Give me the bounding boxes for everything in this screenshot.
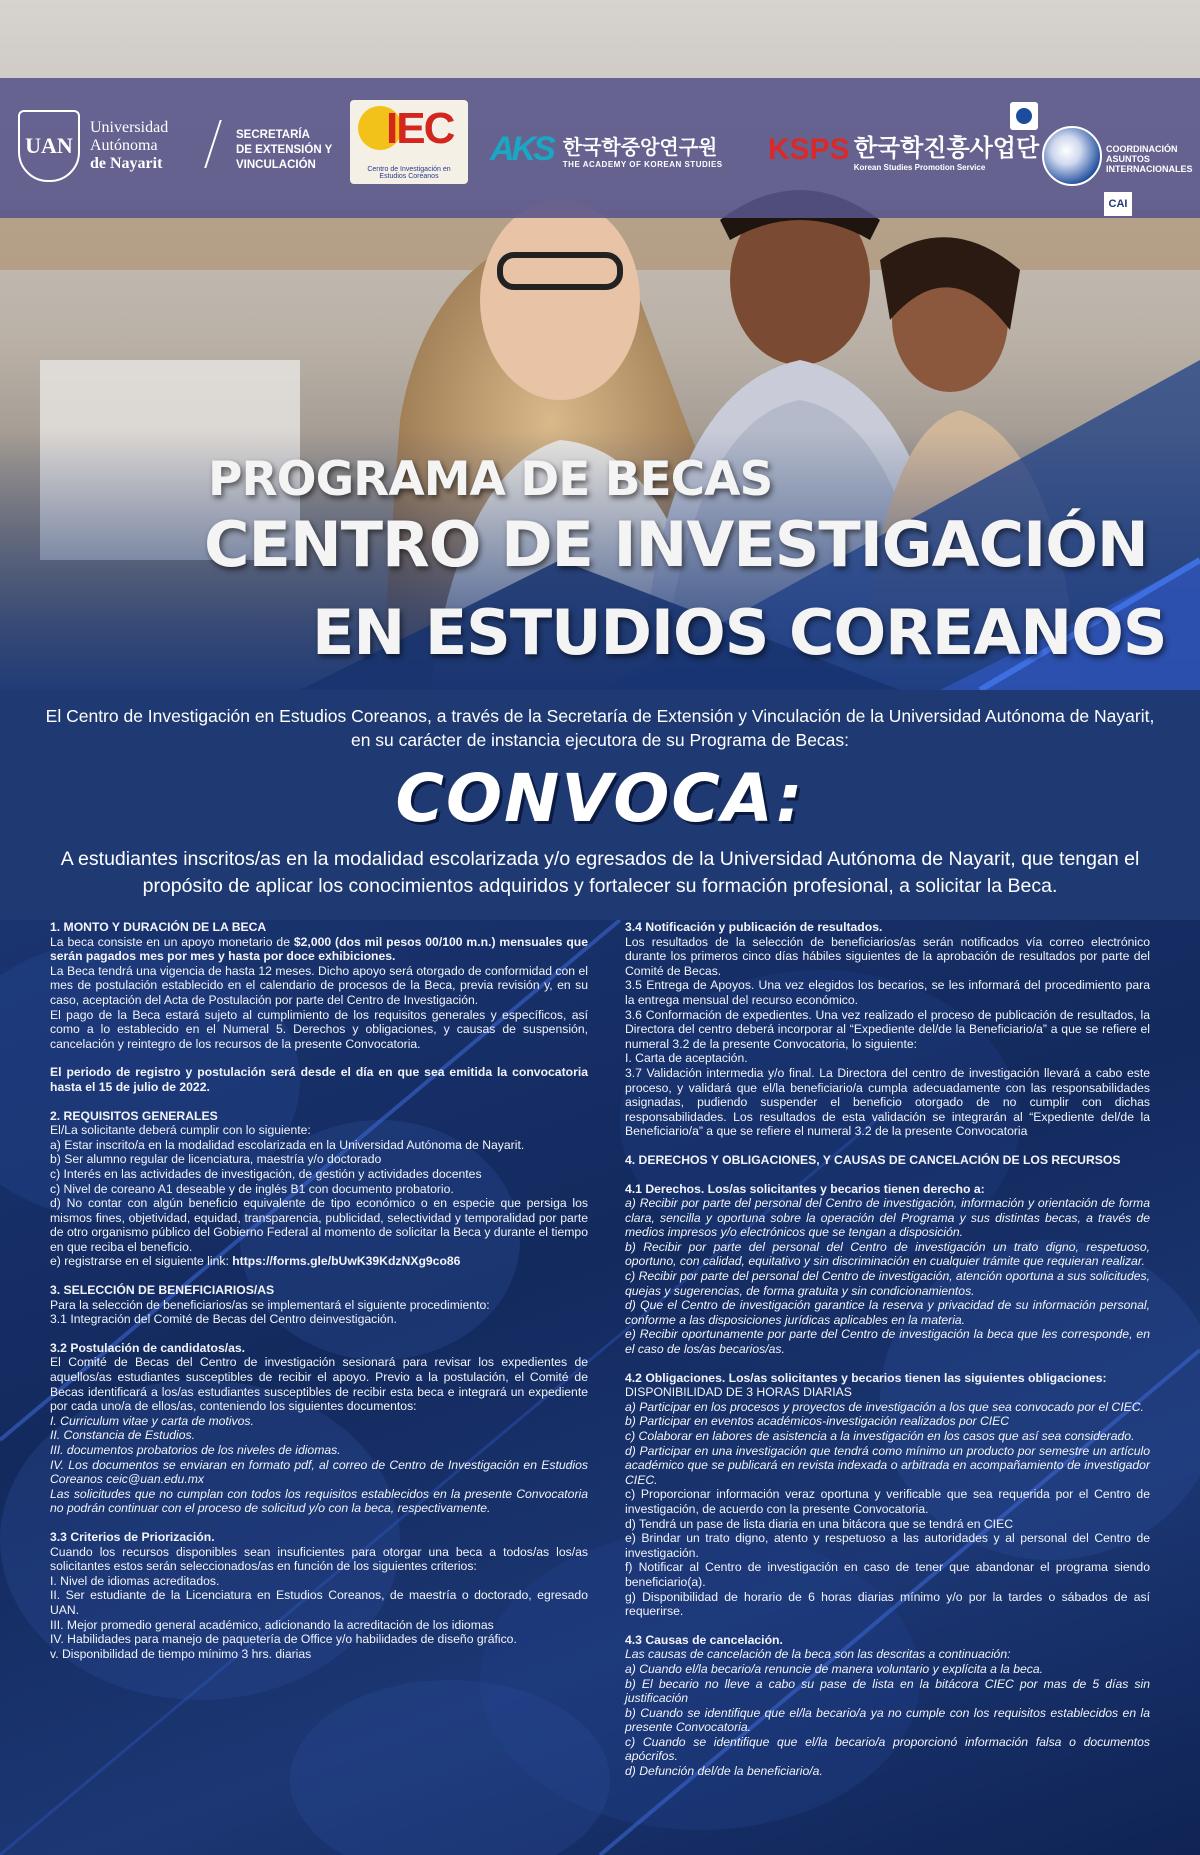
list-item: I. Carta de aceptación.	[625, 1051, 748, 1066]
paragraph: Cuando los recursos disponibles sean insuficientes para otorgar una beca a todos/as los/as solicitantes estos serán seleccionados/as en función de los siguientes criterios:	[50, 1544, 588, 1574]
ksps-mark-icon: KSPS	[768, 133, 850, 166]
list-item: Las solicitudes que no cumplan con todos los requisitos establecidos en la presente Convocatoria no podrán continuar con el proceso de solicitud y/o con la beca, respectivamente.	[50, 1486, 588, 1516]
target-audience-text: A estudiantes inscritos/as en la modalidad escolarizada y/o egresados de la Universidad Autónoma de Nayarit, que tengan el propósito de aplicar los conocimientos adquiridos y fortalecer su formación profesional, a solicitar la Beca.	[60, 848, 1140, 897]
paragraph: El Comité de Becas del Centro de investigación sesionará para revisar los expedientes de aquellos/as estudiantes susceptibles de recibir el apoyo. Previo a la postulación, el Comité de Becas identificará a los/as estudiantes susceptibles de recibir esta beca e integrará un expediente por cada uno/a de ellos/as, conteniendo los siguientes documentos:	[50, 1355, 588, 1414]
list-item: c) Colaborar en labores de asistencia a la investigación en los casos que así sea considerado.	[625, 1429, 1135, 1443]
list-item: I. Curriculum vitae y carta de motivos.	[50, 1413, 254, 1428]
uan-name-line: de Nayarit	[90, 155, 163, 172]
paragraph: La Beca tendrá una vigencia de hasta 12 meses. Dicho apoyo será otorgado de conformidad con el mes de postulación establecido en el calendario de procesos de la Beca, previa revisión y, en su caso, aceptación del Acta de Postulación por parte del Centro de Investigación.	[50, 963, 588, 1007]
secretaria-line: VINCULACIÓN	[236, 159, 316, 171]
list-item: b) Ser alumno regular de licenciatura, maestría y/o doctorado	[50, 1152, 382, 1167]
subsection-title: 3.4 Notificación y publicación de resultados.	[625, 920, 883, 934]
iec-subtitle: Centro de Investigación en Estudios Coreanos	[367, 166, 451, 180]
subsection-title: 4.1 Derechos. Los/as solicitantes y becarios tienen derecho a:	[625, 1181, 985, 1196]
subsection-title: 3.2 Postulación de candidatos/as.	[50, 1340, 246, 1355]
list-item: v. Disponibilidad de tiempo mínimo 3 hrs. diarias	[50, 1646, 312, 1661]
list-item: d) Tendrá un pase de lista diaria en una bitácora que se tendrá en CIEC	[625, 1516, 1013, 1531]
ksps-logo	[768, 128, 1039, 172]
list-item: g) Disponibilidad de horario de 6 horas diarias mínimo y/o por la tardes o sábados de así requerirse.	[625, 1589, 1150, 1619]
list-item: IV. Los documentos se enviaran en formato pdf, al correo de Centro de Investigación en Estudios Coreanos ceic@uan.edu.mx	[50, 1457, 588, 1487]
uan-logo	[18, 110, 168, 182]
paragraph: 3.5 Entrega de Apoyos. Una vez elegidos los becarios, se les informará del procedimiento para la entrega mensual del recurso económico.	[625, 978, 1150, 1007]
ksps-english-name: Korean Studies Promotion Service	[853, 163, 986, 172]
uan-seal-icon: UAN	[18, 110, 80, 182]
paragraph: 3.6 Conformación de expedientes. Una vez realizado el proceso de publicación de resultados, la Directora del centro deberá incorporar al “Expediente del/de la Beneficiario/a” a que se refiere el numeral 3.2 de la presente Convocatoria, lo siguiente:	[625, 1007, 1150, 1051]
subsection-note: DISPONIBILIDAD DE 3 HORAS DIARIAS	[625, 1385, 852, 1400]
cai-line: INTERNACIONALES	[1106, 164, 1193, 174]
aks-korean-name: 한국학중앙연구원	[562, 134, 718, 159]
list-item: c) Recibir por parte del personal del Centro de investigación, atención oportuna a sus solicitudes, quejas y sugerencias, de forma gratuita y sin condicionamientos.	[625, 1269, 1150, 1298]
convocatoria-body	[0, 920, 1200, 1855]
list-item: a) Recibir por parte del personal del Centro de investigación, información y orientación de forma clara, sencilla y oportuna sobre la operación del Programa y sus distintas becas, a través de medios impresos y/o electrónicos que se tengan a disposición.	[625, 1196, 1150, 1240]
paragraph: 3.7 Validación intermedia y/o final. La Directora del centro de investigación llevará a cabo este proceso, y validará que el/la beneficiario/a cumpla adecuadamente con las responsabilidades asignadas, pudiendo suspender el beneficio otorgado de no cumplir con dichas responsabilidades. Los resultados de esta validación se integrarán al “Expediente del/de la Beneficiario/a” a que se refiere el numeral 3.2 de la presente Convocatoria	[625, 1065, 1150, 1139]
paragraph: El pago de la Beca estará sujeto al cumplimiento de los requisitos generales y específicos, así como a lo establecido en el Numeral 5. Derechos y obligaciones, y causas de suspensión, cancelación y reintegro de los recursos de la presente Convocatoria.	[50, 1007, 588, 1051]
uan-name-line: Universidad	[90, 119, 169, 136]
list-item: b) Recibir por parte del personal del Centro de investigación un trato digno, respetuoso, oportuno, con calidad, equitativo y sin discriminación en cualquier trámite que requieran realizar.	[625, 1239, 1150, 1269]
section-title: 2. REQUISITOS GENERALES	[50, 1108, 218, 1123]
intro-text: El Centro de Investigación en Estudios Coreanos, a través de la Secretaría de Extensión y Vinculación de la Universidad Autónoma de Nayarit, en su carácter de instancia ejecutora de su Programa de Becas:	[45, 706, 1155, 750]
cai-line: COORDINACIÓN	[1106, 144, 1178, 154]
list-item: II. Constancia de Estudios.	[50, 1428, 195, 1443]
list-item: f) Notificar al Centro de investigación en caso de tener que abandonar el programa siendo beneficiario(a).	[625, 1560, 1150, 1589]
cai-small-emblem-icon	[1010, 102, 1038, 130]
list-item: d) Participar en una investigación que tendrá como mínimo un producto por semestre un artículo académico que se publicará en revista indexada o arbitrada en acompañamiento de investigador CIEC.	[625, 1443, 1150, 1487]
list-item: e) Brindar un trato digno, atento y respetuoso a las autoridades y al personal del Centro de investigación.	[625, 1531, 1150, 1560]
list-item: b) Cuando se identifique que el/la becario/a ya no cumple con los requisitos establecidos en la presente Convocatoria.	[625, 1705, 1150, 1735]
subsection-title: 4.2 Obligaciones. Los/as solicitantes y becarios tienen las siguientes obligaciones:	[625, 1370, 1107, 1385]
list-item: III. documentos probatorios de los niveles de idiomas.	[50, 1443, 341, 1457]
list-item: a) Participar en los procesos y proyectos de investigación a los que sea convocado por el CIEC.	[625, 1399, 1144, 1414]
paragraph: Los resultados de la selección de beneficiarios/as serán notificados vía correo electrónico durante los primeros cinco días hábiles siguientes de la aprobación de resultados por parte del Comité de Becas.	[625, 934, 1150, 978]
iec-logo	[350, 100, 468, 184]
list-item: b) Participar en eventos académicos-investigación realizados por CIEC	[625, 1414, 1010, 1429]
secretaria-line: SECRETARÍA	[236, 129, 310, 141]
title-line-3: EN ESTUDIOS COREANOS	[312, 596, 1167, 669]
list-item: I. Nivel de idiomas acreditados.	[50, 1573, 220, 1588]
title-line-1: PROGRAMA DE BECAS	[208, 452, 773, 507]
list-item: III. Mejor promedio general académico, adicionando la acreditación de los idiomas	[50, 1617, 494, 1632]
section-title: 4. DERECHOS Y OBLIGACIONES, Y CAUSAS DE CANCELACIÓN DE LOS RECURSOS	[625, 1152, 1121, 1167]
list-item: c) Interés en las actividades de investigación, de gestión y actividades docentes	[50, 1166, 482, 1181]
list-item: II. Ser estudiante de la Licenciatura en Estudios Coreanos, de maestría o doctorado, egresado UAN.	[50, 1588, 588, 1617]
paragraph: El/La solicitante deberá cumplir con lo siguiente:	[50, 1123, 311, 1138]
list-item: e) Recibir oportunamente por parte del Centro de investigación la beca que les corresponde, en el caso de los/as becarios/as.	[625, 1327, 1150, 1357]
aks-english-name: THE ACADEMY OF KOREAN STUDIES	[562, 159, 723, 169]
section-title: 1. MONTO Y DURACIÓN DE LA BECA	[50, 920, 267, 934]
list-item: c) Proporcionar información veraz oportuna y verificable que sea requerida por el Centro de investigación, de acuerdo con la presente Convocatoria.	[625, 1487, 1150, 1516]
iec-letters: IEC	[386, 104, 454, 153]
amount-text: $2,000 (dos mil pesos 00/100 m.n.) mensuales que serán pagados mes por mes y hasta por doce exhibiciones.	[50, 934, 588, 964]
subsection-title: 4.3 Causas de cancelación.	[625, 1632, 783, 1647]
paragraph: Para la selección de beneficiarios/as se implementará el siguiente procedimiento:	[50, 1297, 490, 1312]
list-item	[50, 1254, 588, 1269]
list-item: c) Cuando se identifique que el/la becario/a proporcionó información falsa o documentos apócrifos.	[625, 1734, 1150, 1764]
logo-divider	[204, 120, 222, 168]
list-item: 3.1 Integración del Comité de Becas del Centro deinvestigación.	[50, 1312, 397, 1327]
logo-bar	[0, 78, 1200, 218]
list-item: Las causas de cancelación de la beca son las descritas a continuación:	[625, 1647, 1011, 1662]
registration-link[interactable]: https://forms.gle/bUwK39KdzNXg9co86	[232, 1254, 461, 1269]
ksps-korean-name: 한국학진흥사업단	[853, 134, 1040, 162]
list-item: d) Defunción del/de la beneficiario/a.	[625, 1764, 823, 1779]
hero-banner	[0, 0, 1200, 690]
section-title: 3. SELECCIÓN DE BENEFICIARIOS/AS	[50, 1283, 275, 1298]
globe-icon	[1042, 126, 1102, 186]
list-item: d) Que el Centro de investigación garantice la reserva y privacidad de su información personal, conforme a las disposiciones jurídicas aplicables en la materia.	[625, 1298, 1150, 1327]
convoca-heading: CONVOCA:	[395, 760, 805, 837]
cai-badge: CAI	[1104, 192, 1132, 216]
secretaria-line: DE EXTENSIÓN Y	[236, 144, 333, 156]
list-item: a) Estar inscrito/a en la modalidad escolarizada en la Universidad Autónoma de Nayarit.	[50, 1137, 525, 1152]
intro-band	[0, 690, 1200, 920]
paragraph-text: La beca consiste en un apoyo monetario de	[50, 934, 294, 949]
list-item: a) Cuando el/la becario/a renuncie de manera voluntario y explícita a la beca.	[625, 1661, 1044, 1676]
registration-period: El periodo de registro y postulación será desde el día en que sea emitida la convocatoria hasta el 15 de julio de 2022.	[50, 1065, 588, 1094]
list-item: b) El becario no lleve a cabo su pase de lista en la bitácora CIEC por mas de 5 días sin justificación	[625, 1676, 1150, 1706]
list-item-text: e) registrarse en el siguiente link:	[50, 1254, 233, 1269]
list-item: c) Nivel de coreano A1 deseable y de inglés B1 con documento probatorio.	[50, 1181, 454, 1196]
cai-name	[1106, 144, 1196, 174]
aks-mark-icon: AKS	[490, 130, 553, 168]
secretaria-label	[236, 128, 332, 173]
uan-name-line: Autónoma	[90, 137, 158, 154]
right-column	[625, 920, 1150, 1779]
list-item: d) No contar con algún beneficio equivalente de tipo económico o en especie que persiga los mismos fines, objetividad, equidad, transparencia, publicidad, selectividad y temporalidad por parte de otro organismo público del Gobierno Federal al momento de solicitar la Beca y durante el tiempo en que reciba el beneficio.	[50, 1196, 588, 1254]
paragraph	[50, 935, 588, 964]
cai-line: ASUNTOS	[1106, 154, 1150, 164]
left-column	[50, 920, 588, 1661]
list-item: IV. Habilidades para manejo de paquetería de Office y/o habilidades de diseño gráfico.	[50, 1632, 517, 1647]
title-line-2: CENTRO DE INVESTIGACIÓN	[204, 508, 1148, 581]
subsection-title: 3.3 Criterios de Priorización.	[50, 1529, 215, 1544]
aks-logo	[490, 130, 723, 169]
